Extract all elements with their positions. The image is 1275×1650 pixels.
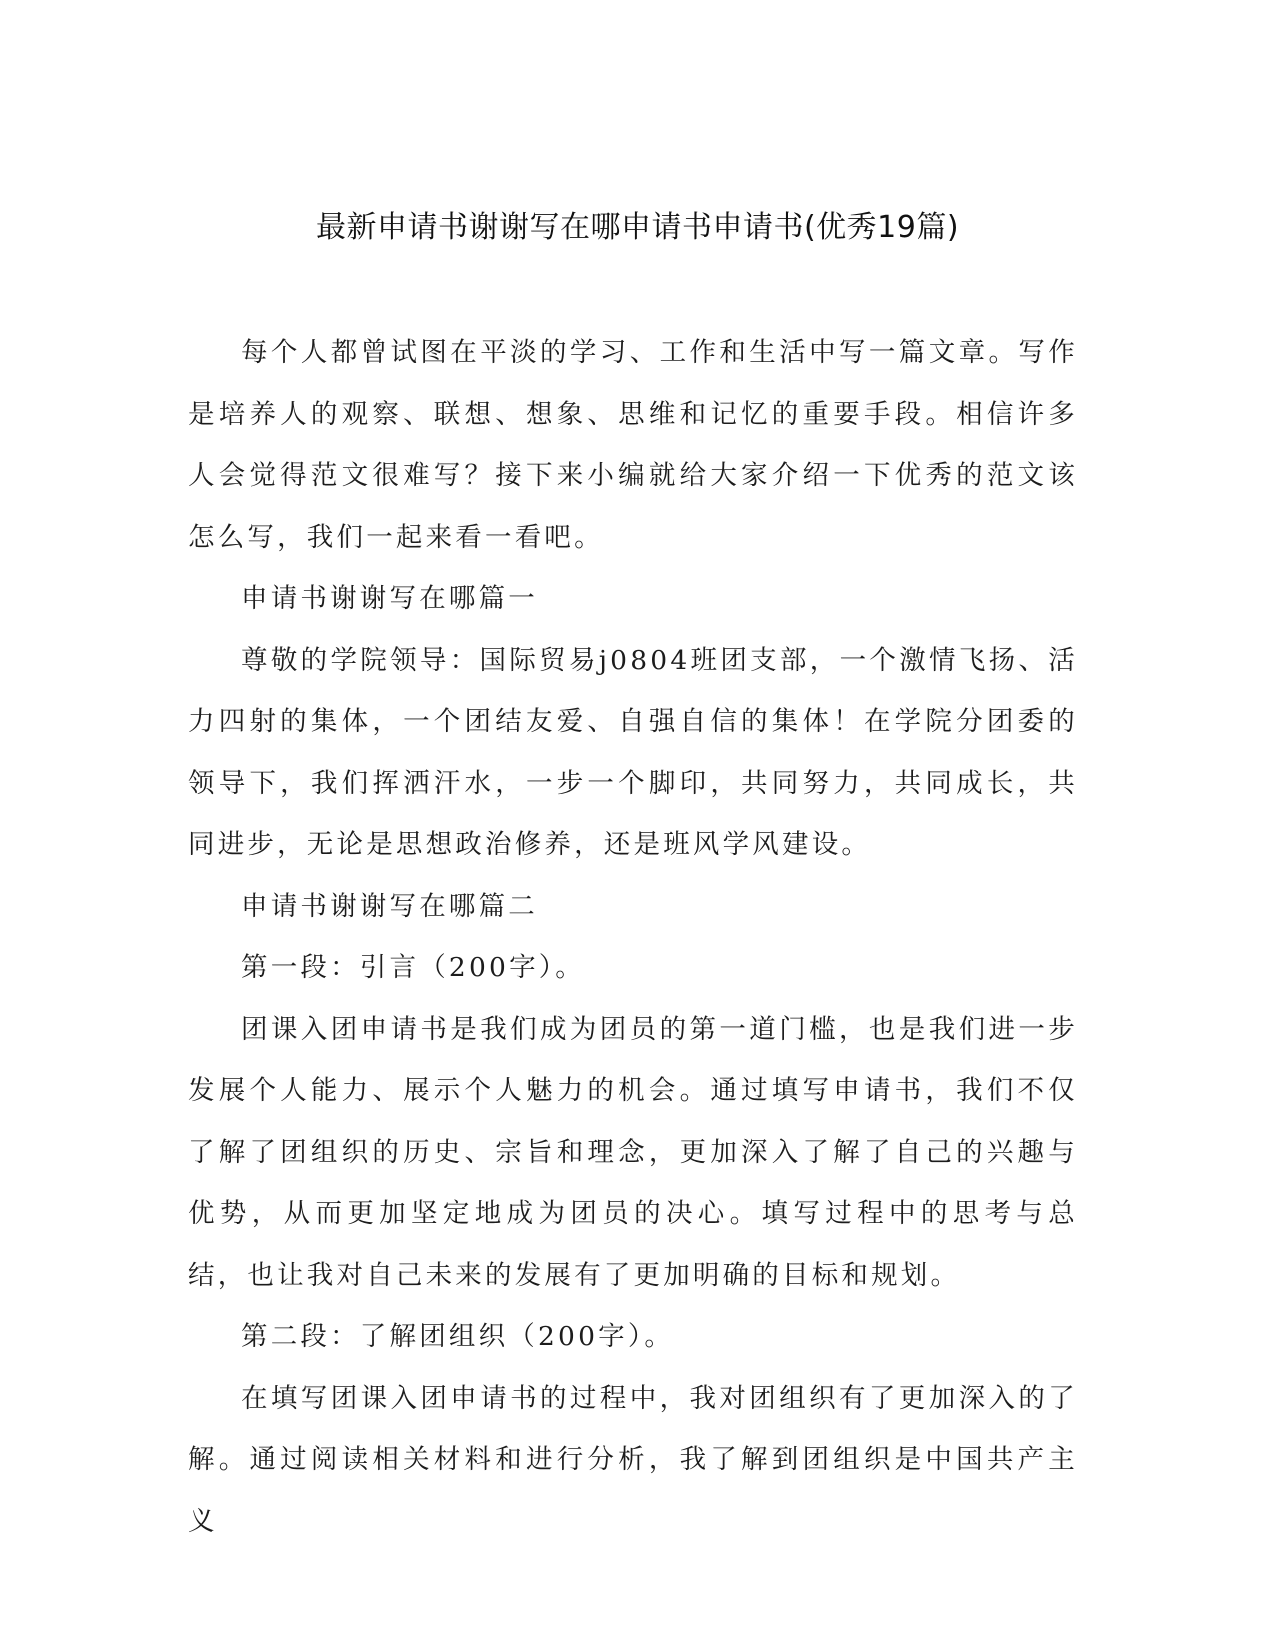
document-title: 最新申请书谢谢写在哪申请书申请书(优秀19篇) bbox=[315, 210, 960, 245]
body-paragraph: 团课入团申请书是我们成为团员的第一道门槛，也是我们进一步发展个人能力、展示个人魅力的机会。通过填写申请书，我们不仅了解了团组织的历史、宗旨和理念，更加深入了解了自己的兴趣与优势，从而更加坚定地成为团员的决心。填写过程中的思考与总结，也让我对自己未来的发展有了更加明确的目标和规划。 bbox=[188, 1013, 1078, 1291]
subsection-heading-2: 第二段：了解团组织（200字）。 bbox=[241, 1321, 675, 1352]
section-heading-1: 申请书谢谢写在哪篇一 bbox=[241, 583, 538, 614]
body-paragraph: 在填写团课入团申请书的过程中，我对团组织有了更加深入的了解。通过阅读相关材料和进行分析，我了解到团组织是中国共产主义 bbox=[188, 1382, 1078, 1537]
document-body bbox=[188, 322, 1078, 1552]
intro-paragraph: 每个人都曾试图在平淡的学习、工作和生活中写一篇文章。写作是培养人的观察、联想、想象、思维和记忆的重要手段。相信许多人会觉得范文很难写？接下来小编就给大家介绍一下优秀的范文该怎么写，我们一起来看一看吧。 bbox=[188, 337, 1078, 553]
subsection-heading-1: 第一段：引言（200字）。 bbox=[241, 952, 585, 983]
body-paragraph: 尊敬的学院领导：国际贸易j0804班团支部，一个激情飞扬、活力四射的集体，一个团结友爱、自强自信的集体！在学院分团委的领导下，我们挥洒汗水，一步一个脚印，共同努力，共同成长，共同进步，无论是思想政治修养，还是班风学风建设。 bbox=[188, 644, 1078, 860]
section-heading-2: 申请书谢谢写在哪篇二 bbox=[241, 890, 538, 922]
